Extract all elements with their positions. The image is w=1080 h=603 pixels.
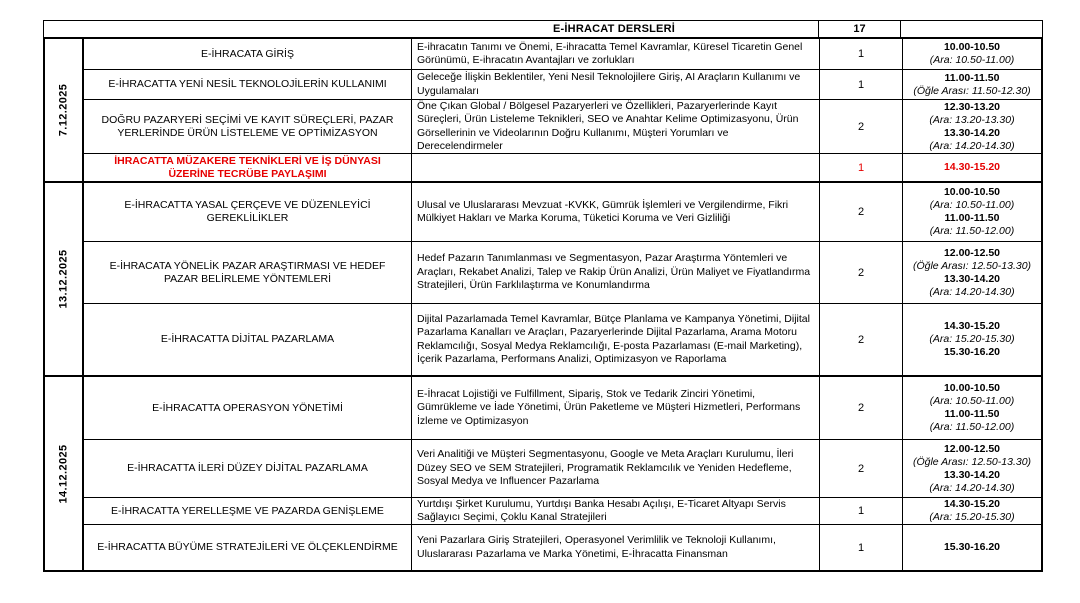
lesson-title: E-İHRACATTA YENİ NESİL TEKNOLOJİLERİN KULLANIMI xyxy=(84,69,411,99)
lesson-time: 12.30-13.20 xyxy=(943,100,1001,113)
break-time: (Öğle Arası: 12.50-13.30) xyxy=(912,455,1032,468)
lesson-hours: 2 xyxy=(819,99,902,153)
date-cell xyxy=(45,39,84,181)
lesson-title: E-İHRACATTA DİJİTAL PAZARLAMA xyxy=(84,303,411,375)
lesson-title: DOĞRU PAZARYERİ SEÇİMİ VE KAYIT SÜREÇLERİ, PAZAR YERLERİNDE ÜRÜN LİSTELEME VE OPTİMİZASYON xyxy=(84,99,411,153)
lesson-hours: 1 xyxy=(819,524,902,570)
lesson-title: E-İHRACATA GİRİŞ xyxy=(201,47,294,60)
lesson-time: 13.30-14.20 xyxy=(943,468,1001,481)
lesson-time: 11.00-11.50 xyxy=(944,408,1000,420)
group-date: 13.12.2025 xyxy=(57,249,70,309)
lesson-times xyxy=(902,39,1041,69)
break-time: (Öğle Arası: 12.50-13.30) xyxy=(912,259,1032,272)
lesson-details: Dijital Pazarlamada Temel Kavramlar, Bütçe Planlama ve Kampanya Yönetimi, Dijital Pazarlama Kanalları ve Araçları, Pazaryerlerinde Dijital Pazarlama, Arama Motoru Reklamcılığı, Sosyal Medya Reklamcılığı, E-posta Pazarlaması (E-mail Marketing), İçerik Pazarlama, Performans Analizi, Optimizasyon ve Raporlama xyxy=(411,303,819,375)
schedule-table xyxy=(43,20,1043,572)
break-time: (Ara: 15.20-15.30) xyxy=(929,511,1015,523)
date-cell xyxy=(45,183,84,375)
lesson-times xyxy=(902,153,1041,181)
lesson-details: Hedef Pazarın Tanımlanması ve Segmentasyon, Pazar Araştırma Yöntemleri ve Araçları, Rekabet Analizi, Talep ve Rakip Ürün Analizi, Ürün Maliyet ve Fiyatlandırma Stratejileri, Ürün Farklılaştırma ve Konumlandırma xyxy=(411,241,819,303)
lesson-details: Geleceğe İlişkin Beklentiler, Yeni Nesil Teknolojilere Giriş, AI Araçların Kullanımı ve Uygulamaları xyxy=(411,69,819,99)
lesson-times xyxy=(902,497,1041,524)
group-date: 14.12.2025 xyxy=(57,443,70,504)
lesson-title: E-İHRACATTA YERELLEŞME VE PAZARDA GENİŞLEME xyxy=(84,497,411,524)
header-spacer xyxy=(44,21,410,37)
schedule-groups xyxy=(43,37,1043,572)
lesson-time: 12.00-12.50 xyxy=(943,442,1001,455)
lesson-times xyxy=(902,69,1041,99)
lesson-title: E-İHRACATTA YASAL ÇERÇEVE VE DÜZENLEYİCİ GEREKLİLİKLER xyxy=(124,199,371,224)
lesson-details xyxy=(411,153,819,181)
lesson-title: E-İHRACATTA İLERİ DÜZEY DİJİTAL PAZARLAMA xyxy=(84,439,411,497)
lesson-details: E-ihracatın Tanımı ve Önemi, E-ihracatta Temel Kavramlar, Küresel Ticaretin Genel Görünümü, E-ihracatın Avantajları ve zorlukları xyxy=(411,39,819,69)
break-time: (Ara: 15.20-15.30) xyxy=(929,333,1015,345)
break-time: (Ara: 10.50-11.00) xyxy=(929,199,1015,211)
schedule-group xyxy=(43,37,1043,183)
lesson-times xyxy=(902,241,1041,303)
break-time: (Ara: 14.20-14.30) xyxy=(929,481,1015,494)
header-empty-cell xyxy=(901,21,1042,37)
lesson-details: Öne Çıkan Global / Bölgesel Pazaryerleri ve Özellikleri, Pazaryerlerinde Kayıt Süreçleri, Ürün Listeleme Teknikleri, SEO ve Anahtar Kelime Optimizasyonu, Ürün Görsellerinin ve Videolarının Doğru Kullanımı, Müşteri Yorumları ve Derecelendirmeler xyxy=(411,99,819,153)
break-time: (Ara: 11.50-12.00) xyxy=(929,225,1015,237)
lesson-time: 13.30-14.20 xyxy=(943,126,1001,139)
lesson-time: 14.30-15.20 xyxy=(943,498,1001,510)
lesson-hours: 2 xyxy=(819,183,902,241)
lesson-hours: 2 xyxy=(819,439,902,497)
lesson-details: Veri Analitiği ve Müşteri Segmentasyonu, Google ve Meta Araçları Kurulumu, İleri Düzey SEO ve SEM Stratejileri, Programatik Reklamcılık ve Yeniden Hedefleme, Sosyal Medya ve Influencer Pazarlama xyxy=(411,439,819,497)
lesson-hours: 1 xyxy=(819,497,902,524)
lesson-title: E-İHRACATTA BÜYÜME STRATEJİLERİ VE ÖLÇEKLENDİRME xyxy=(84,524,411,570)
group-date: 7.12.2025 xyxy=(57,83,70,137)
lesson-time: 10.00-10.50 xyxy=(943,382,1001,394)
lesson-hours: 2 xyxy=(819,377,902,439)
lesson-hours: 1 xyxy=(819,39,902,69)
break-time: (Ara: 10.50-11.00) xyxy=(929,54,1015,66)
lesson-times xyxy=(902,377,1041,439)
date-cell xyxy=(45,377,84,570)
lesson-time: 14.30-15.20 xyxy=(943,161,1001,173)
lesson-title: E-İHRACATTA OPERASYON YÖNETİMİ xyxy=(152,401,343,414)
lesson-time: 14.30-15.20 xyxy=(943,320,1001,332)
break-time: (Öğle Arası: 11.50-12.30) xyxy=(913,84,1031,97)
lesson-time: 15.30-16.20 xyxy=(943,541,1001,553)
lesson-time: 15.30-16.20 xyxy=(943,346,1001,358)
lesson-time: 10.00-10.50 xyxy=(943,41,1001,53)
break-time: (Ara: 14.20-14.30) xyxy=(929,285,1015,298)
break-time: (Ara: 11.50-12.00) xyxy=(929,421,1015,433)
lesson-details: Yeni Pazarlara Giriş Stratejileri, Operasyonel Verimlilik ve Teknoloji Kullanımı, Uluslararası Pazarlama ve Marka Yönetimi, E-İhracatta Finansman xyxy=(411,524,819,570)
lesson-times xyxy=(902,183,1041,241)
lesson-time: 12.00-12.50 xyxy=(943,246,1001,259)
lesson-hours: 2 xyxy=(819,303,902,375)
lesson-details: Ulusal ve Uluslararası Mevzuat -KVKK, Gümrük İşlemleri ve Vergilendirme, Fikri Mülkiyet Hakları ve Marka Koruma, Tüketici Koruma ve Veri Gizliliği xyxy=(411,183,819,241)
lesson-times xyxy=(902,524,1041,570)
lesson-time: 11.00-11.50 xyxy=(944,212,1000,224)
lesson-times xyxy=(902,439,1041,497)
break-time: (Ara: 10.50-11.00) xyxy=(929,395,1015,407)
lesson-time: 13.30-14.20 xyxy=(943,272,1001,285)
lesson-time: 10.00-10.50 xyxy=(943,186,1001,198)
lesson-details: E-İhracat Lojistiği ve Fulfillment, Sipariş, Stok ve Tedarik Zinciri Yönetimi, Gümrükleme ve İade Yönetimi, Ürün Paketleme ve Müşteri Hizmetleri, Performans İzleme ve Optimizasyon xyxy=(411,377,819,439)
schedule-group xyxy=(43,375,1043,572)
lesson-times xyxy=(902,99,1041,153)
lesson-title: E-İHRACATA YÖNELİK PAZAR ARAŞTIRMASI VE HEDEF PAZAR BELİRLEME YÖNTEMLERİ xyxy=(84,241,411,303)
break-time: (Ara: 14.20-14.30) xyxy=(929,139,1015,152)
lesson-details: Yurtdışı Şirket Kurulumu, Yurtdışı Banka Hesabı Açılışı, E-Ticaret Altyapı Servis Sağlayıcı Seçimi, Çoklu Kanal Stratejileri xyxy=(411,497,819,524)
lesson-hours: 2 xyxy=(819,241,902,303)
lesson-title: İHRACATTA MÜZAKERE TEKNİKLERİ VE İŞ DÜNYASI ÜZERİNE TECRÜBE PAYLAŞIMI xyxy=(84,153,411,181)
table-header-row xyxy=(43,20,1043,37)
total-hours: 17 xyxy=(818,21,901,37)
lesson-time: 11.00-11.50 xyxy=(944,71,1000,84)
lesson-hours: 1 xyxy=(819,69,902,99)
lesson-times xyxy=(902,303,1041,375)
break-time: (Ara: 13.20-13.30) xyxy=(929,113,1015,126)
schedule-group xyxy=(43,181,1043,377)
table-title: E-İHRACAT DERSLERİ xyxy=(553,23,675,35)
lesson-hours: 1 xyxy=(819,153,902,181)
